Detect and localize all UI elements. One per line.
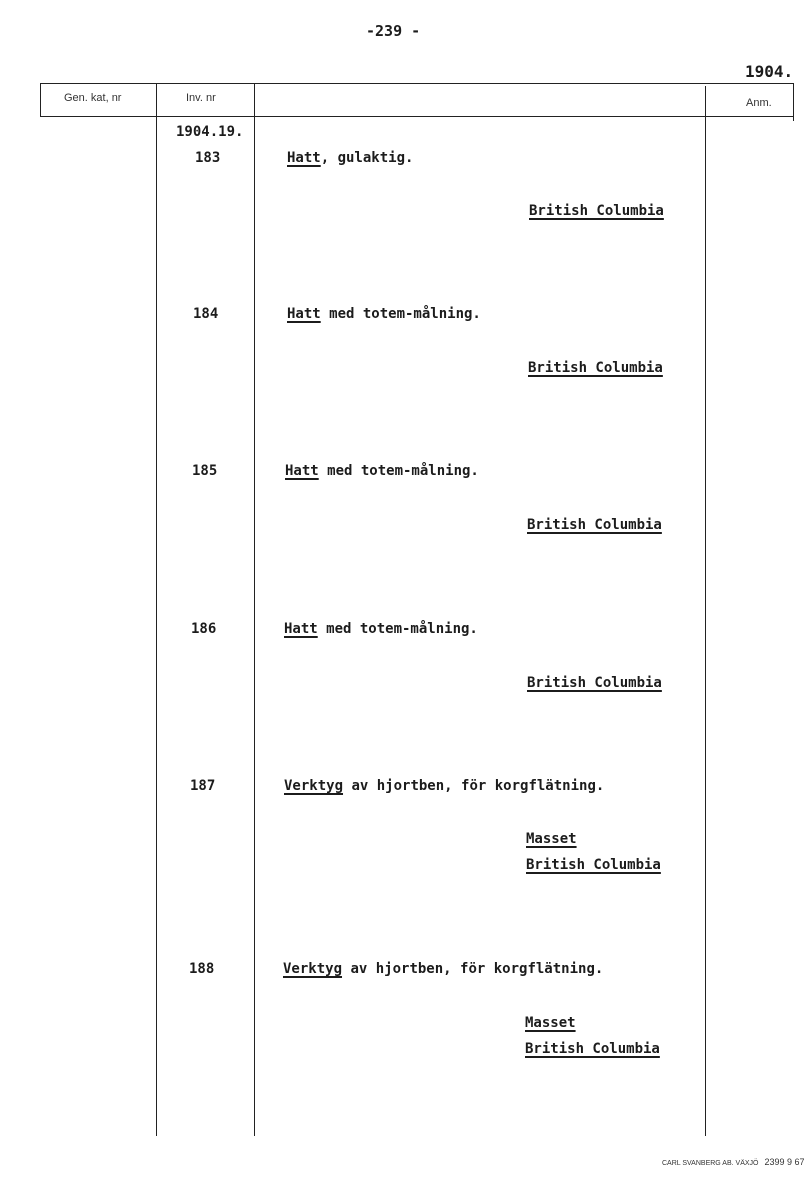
- entry-keyword: Hatt: [285, 463, 319, 479]
- entry-keyword: Hatt: [287, 150, 321, 166]
- entry-rest: , gulaktig.: [320, 150, 414, 166]
- entry-locality: British Columbia: [527, 675, 662, 691]
- entry-description: [285, 463, 479, 479]
- entry-number: 188: [189, 961, 215, 977]
- entry-rest: med totem-målning.: [320, 306, 481, 322]
- page-number: -239 -: [366, 22, 421, 40]
- form-code: 2399 9 67: [764, 1157, 804, 1167]
- column-divider-3: [705, 86, 706, 1136]
- entry-description: [284, 621, 478, 637]
- entry-keyword: Hatt: [287, 306, 321, 322]
- entry-locality: British Columbia: [525, 1041, 660, 1057]
- entry-rest: med totem-målning.: [318, 463, 479, 479]
- year-corner: 1904.: [745, 62, 794, 81]
- printer-name: CARL SVANBERG AB. VÄXJÖ: [662, 1160, 759, 1167]
- entry-locality: Masset: [525, 1015, 576, 1031]
- column-divider-1: [156, 83, 157, 1136]
- entry-number: 183: [195, 150, 221, 166]
- entry-keyword: Verktyg: [284, 778, 344, 794]
- column-divider-2: [254, 83, 255, 1136]
- entry-locality: British Columbia: [528, 360, 663, 376]
- entry-rest: av hjortben, för korgflätning.: [342, 961, 604, 977]
- right-border: [793, 83, 794, 121]
- header-bottom-rule: [40, 116, 794, 117]
- entry-keyword: Hatt: [284, 621, 318, 637]
- header-inv-nr: Inv. nr: [186, 92, 216, 104]
- entry-description: [287, 150, 413, 166]
- entry-description: [283, 961, 603, 977]
- entry-locality: British Columbia: [526, 857, 661, 873]
- header-anm: Anm.: [746, 97, 772, 109]
- entry-number: 185: [192, 463, 218, 479]
- entry-keyword: Verktyg: [283, 961, 343, 977]
- entry-locality: Masset: [526, 831, 577, 847]
- top-rule: [40, 83, 794, 84]
- entry-locality: British Columbia: [527, 517, 662, 533]
- entry-rest: av hjortben, för korgflätning.: [343, 778, 605, 794]
- entry-description: [287, 306, 481, 322]
- entry-locality: British Columbia: [529, 203, 664, 219]
- left-border: [40, 83, 41, 117]
- printer-footer: [662, 1157, 804, 1167]
- entry-description: [284, 778, 604, 794]
- entry-rest: med totem-målning.: [317, 621, 478, 637]
- entry-number: 186: [191, 621, 217, 637]
- header-gen-kat: Gen. kat, nr: [64, 92, 122, 104]
- entry-number: 184: [193, 306, 219, 322]
- inventory-prefix: 1904.19.: [176, 124, 244, 140]
- entry-number: 187: [190, 778, 216, 794]
